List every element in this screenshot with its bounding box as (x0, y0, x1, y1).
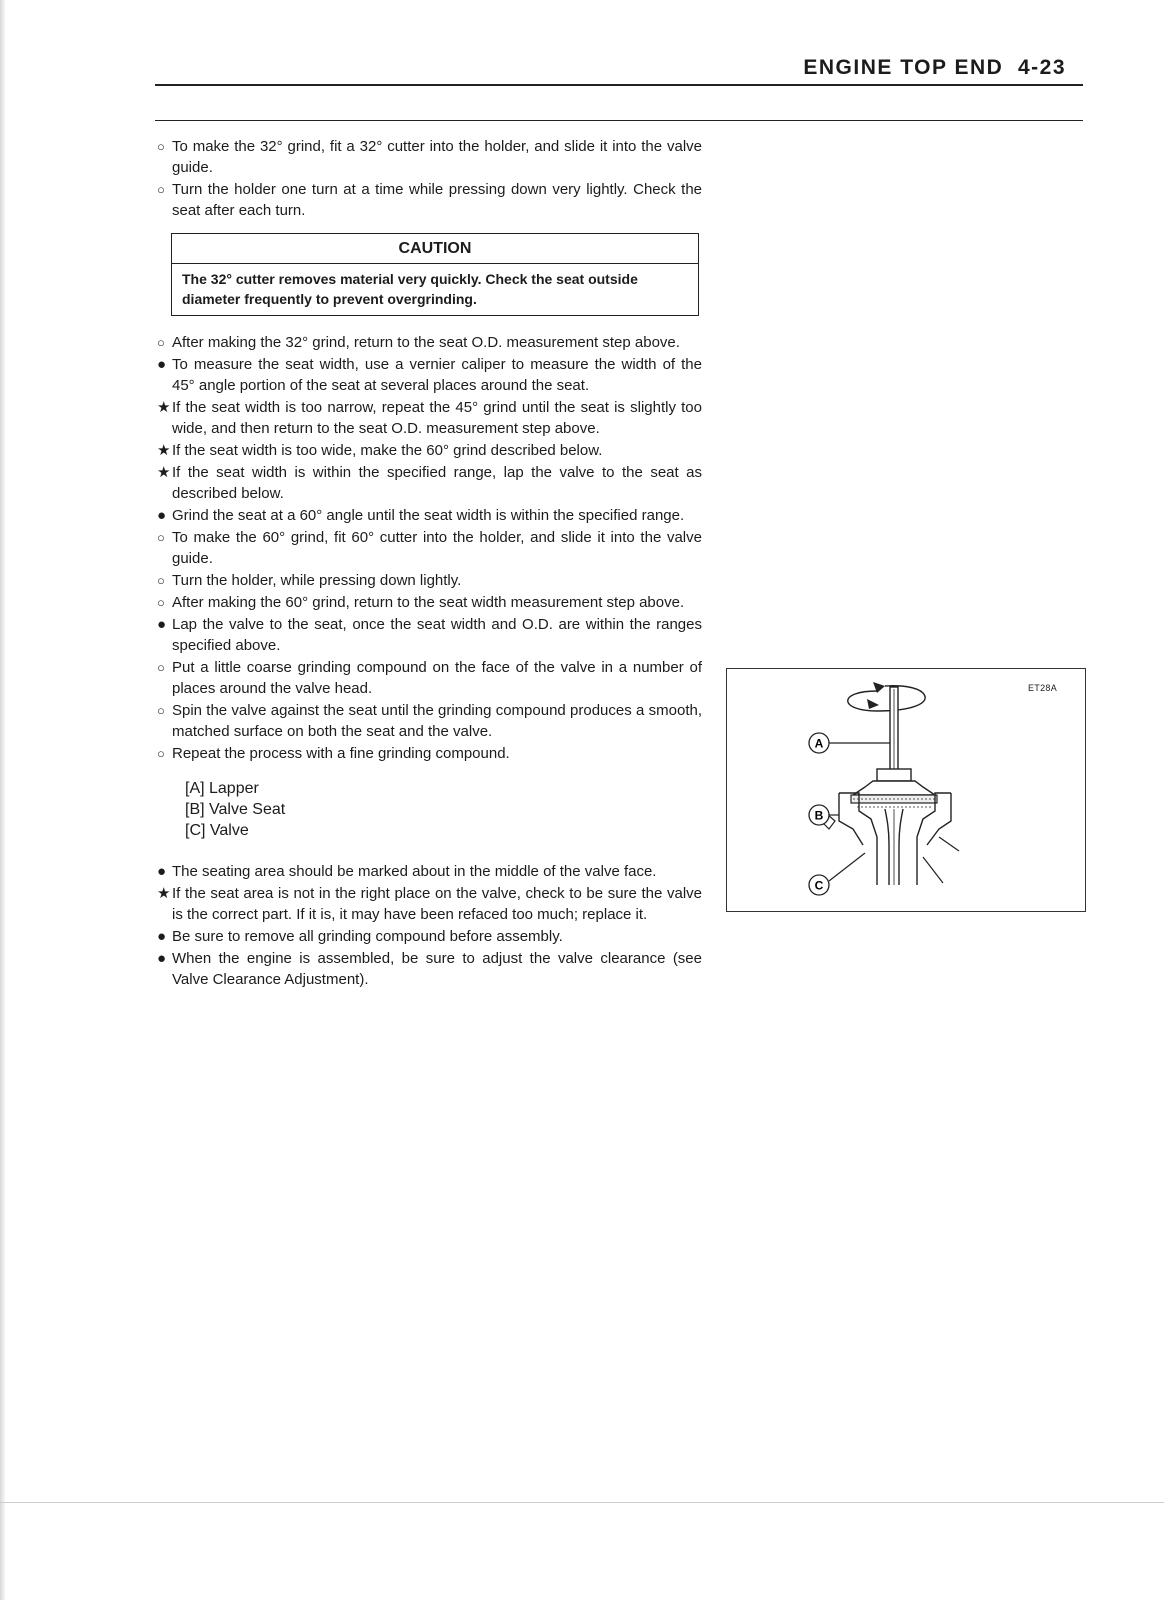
valve-lapping-diagram-icon (727, 669, 1085, 911)
instruction-item (157, 570, 702, 591)
instruction-item (157, 136, 702, 178)
instruction-text: After making the 32° grind, return to the seat O.D. measurement step above. (172, 334, 680, 351)
circle-bullet-icon: ○ (157, 746, 165, 761)
circle-bullet-icon: ○ (157, 703, 165, 718)
callout-c-label: C (814, 878, 824, 893)
page-header (803, 56, 1066, 80)
instruction-item (157, 179, 702, 221)
instruction-text: The seating area should be marked about in the middle of the valve face. (172, 863, 657, 880)
star-bullet-icon: ★ (157, 442, 171, 459)
instruction-item (157, 505, 702, 526)
instruction-text: Spin the valve against the seat until the grinding compound produces a smooth, matched surface on both the seat and the valve. (172, 702, 702, 740)
instruction-text: Put a little coarse grinding compound on the face of the valve in a number of places around the valve head. (172, 659, 702, 697)
rotation-arrow-icon (848, 686, 925, 711)
lapper-cup (853, 781, 935, 795)
circle-bullet-icon: ○ (157, 660, 165, 675)
instruction-item (157, 861, 702, 882)
main-text-column (157, 136, 702, 991)
circle-bullet-icon: ○ (157, 335, 165, 350)
instruction-item (157, 397, 702, 439)
instruction-item (157, 527, 702, 569)
dot-bullet-icon: ● (157, 616, 167, 633)
instruction-text: After making the 60° grind, return to the seat width measurement step above. (172, 594, 685, 611)
circle-bullet-icon: ○ (157, 139, 165, 154)
instruction-text: Grind the seat at a 60° angle until the seat width is within the specified range. (172, 507, 685, 524)
instruction-item (157, 657, 702, 699)
circle-bullet-icon: ○ (157, 595, 165, 610)
instruction-text: If the seat width is too wide, make the 60° grind described below. (172, 442, 603, 459)
instruction-block-a (157, 136, 702, 221)
star-bullet-icon: ★ (157, 464, 171, 481)
instruction-item (157, 948, 702, 990)
dot-bullet-icon: ● (157, 928, 167, 945)
instruction-text: Repeat the process with a fine grinding compound. (172, 745, 510, 762)
instruction-text: If the seat width is too narrow, repeat the 45° grind until the seat is slightly too wide, and then return to the seat O.D. measurement step above. (172, 399, 702, 437)
callout-b-label: B (814, 808, 824, 823)
figure-code: ET28A (1027, 683, 1057, 693)
header-rule-top (155, 84, 1083, 86)
star-bullet-icon: ★ (157, 885, 171, 902)
instruction-text: To make the 60° grind, fit 60° cutter into the holder, and slide it into the valve guide. (172, 529, 702, 567)
section-title: ENGINE TOP END (803, 56, 1004, 79)
legend-item-valve-seat: [B] Valve Seat (185, 801, 286, 818)
instruction-item (157, 700, 702, 742)
instruction-item (157, 462, 702, 504)
instruction-text: To measure the seat width, use a vernier caliper to measure the width of the 45° angle portion of the seat at several places around the seat. (172, 356, 702, 394)
instruction-item (157, 440, 702, 461)
figure-legend (185, 778, 702, 841)
instruction-item (157, 883, 702, 925)
instruction-text: Lap the valve to the seat, once the seat width and O.D. are within the ranges specified above. (172, 616, 702, 654)
circle-bullet-icon: ○ (157, 530, 165, 545)
caution-title: CAUTION (172, 234, 698, 264)
valve-lapping-figure (726, 668, 1086, 912)
page-number: 4-23 (1017, 56, 1066, 79)
instruction-block-c (157, 861, 702, 990)
header-rule-bottom (155, 120, 1083, 121)
instruction-item (157, 332, 702, 353)
instruction-item (157, 354, 702, 396)
instruction-text: If the seat area is not in the right place on the valve, check to be sure the valve is the correct part. If it is, it may have been refaced too much; replace it. (172, 885, 702, 923)
instruction-text: If the seat width is within the specified range, lap the valve to the seat as described below. (172, 464, 702, 502)
circle-bullet-icon: ○ (157, 182, 165, 197)
dot-bullet-icon: ● (157, 507, 167, 524)
arrow-head-left-icon (867, 699, 879, 709)
instruction-item (157, 614, 702, 656)
instruction-text: Be sure to remove all grinding compound before assembly. (172, 928, 563, 945)
instruction-item (157, 592, 702, 613)
instruction-text: Turn the holder, while pressing down lightly. (172, 572, 462, 589)
instruction-item (157, 743, 702, 764)
instruction-text: Turn the holder one turn at a time while pressing down very lightly. Check the seat after each turn. (172, 181, 702, 219)
instruction-text: To make the 32° grind, fit a 32° cutter into the holder, and slide it into the valve guide. (172, 138, 702, 176)
legend-item-lapper: [A] Lapper (185, 780, 259, 797)
instruction-text: When the engine is assembled, be sure to adjust the valve clearance (see Valve Clearance Adjustment). (172, 950, 702, 988)
caution-text: The 32° cutter removes material very quickly. Check the seat outside diameter frequently to prevent overgrinding. (182, 271, 638, 307)
page-bottom-rule (0, 1502, 1164, 1503)
legend-item-valve: [C] Valve (185, 822, 249, 839)
caution-box (171, 233, 699, 316)
callout-a-label: A (814, 736, 824, 751)
page-edge-shadow (0, 0, 6, 1600)
instruction-item (157, 926, 702, 947)
dot-bullet-icon: ● (157, 950, 167, 967)
star-bullet-icon: ★ (157, 399, 171, 416)
dot-bullet-icon: ● (157, 356, 167, 373)
instruction-block-b (157, 332, 702, 764)
dot-bullet-icon: ● (157, 863, 167, 880)
circle-bullet-icon: ○ (157, 573, 165, 588)
lapper-collar (877, 769, 911, 781)
